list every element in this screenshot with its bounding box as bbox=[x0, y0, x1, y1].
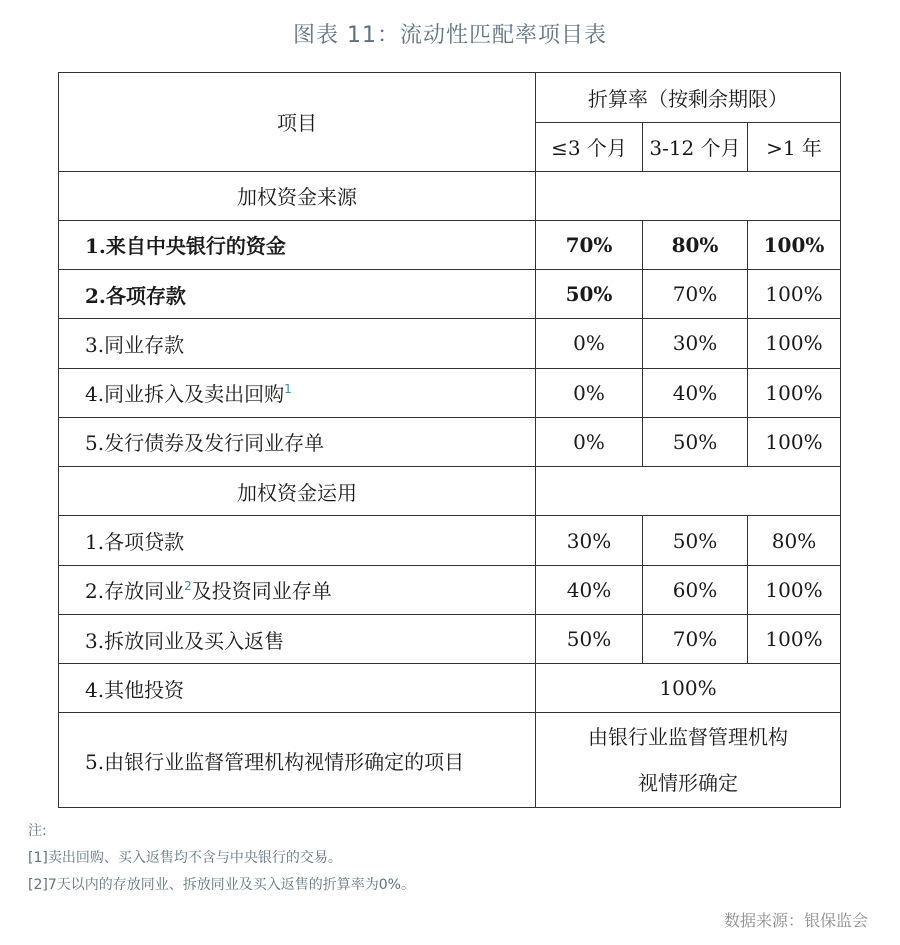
row-label: 5.由银行业监督管理机构视情形确定的项目 bbox=[59, 713, 536, 808]
table-row bbox=[59, 713, 841, 808]
data-source: 数据来源：银保监会 bbox=[723, 911, 868, 930]
row-label: 1.各项贷款 bbox=[59, 516, 536, 565]
rate-cell: 40% bbox=[643, 368, 748, 417]
empty-cell bbox=[536, 171, 841, 220]
rate-cell: 50% bbox=[643, 516, 748, 565]
row-label-cell bbox=[59, 565, 536, 614]
rate-cell: 60% bbox=[643, 565, 748, 614]
rate-cell: 50% bbox=[643, 417, 748, 466]
row-label: 5.发行债券及发行同业存单 bbox=[59, 417, 536, 466]
period-header: ≤3 个月 bbox=[536, 123, 643, 171]
table-row bbox=[59, 664, 841, 713]
rate-text-line: 视情形确定 bbox=[638, 771, 738, 796]
ratio-header: 折算率（按剩余期限） bbox=[536, 73, 841, 123]
rate-cell: 70% bbox=[536, 220, 643, 269]
rate-cell: 30% bbox=[643, 319, 748, 368]
footnote-ref[interactable]: 1 bbox=[284, 382, 292, 397]
notes-heading: 注: bbox=[28, 823, 47, 839]
row-label-part: 2.存放同业 bbox=[85, 579, 185, 604]
item-header: 项目 bbox=[59, 73, 536, 172]
table-row bbox=[59, 270, 841, 319]
rate-cell: 100% bbox=[748, 270, 841, 319]
table-row bbox=[59, 220, 841, 269]
note-2: [2]7天以内的存放同业、拆放同业及买入返售的折算率为0%。 bbox=[28, 877, 415, 893]
rate-cell-merged: 100% bbox=[536, 664, 841, 713]
section-row bbox=[59, 467, 841, 516]
row-label: 2.各项存款 bbox=[59, 270, 536, 319]
rate-cell: 80% bbox=[643, 220, 748, 269]
row-label: 4.同业拆入及卖出回购 bbox=[85, 382, 285, 407]
row-label-part: 及投资同业存单 bbox=[191, 579, 332, 604]
table-row bbox=[59, 368, 841, 417]
period-header: >1 年 bbox=[748, 123, 841, 171]
rate-cell: 0% bbox=[536, 368, 643, 417]
rate-cell: 0% bbox=[536, 319, 643, 368]
row-label-cell bbox=[59, 368, 536, 417]
rate-cell: 100% bbox=[748, 220, 841, 269]
rate-cell: 100% bbox=[748, 614, 841, 663]
rate-cell: 100% bbox=[748, 417, 841, 466]
section-label-uses: 加权资金运用 bbox=[59, 467, 536, 516]
rate-cell: 70% bbox=[643, 270, 748, 319]
header-row bbox=[59, 73, 841, 123]
row-label: 4.其他投资 bbox=[59, 664, 536, 713]
rate-cell: 100% bbox=[748, 368, 841, 417]
note-1: [1]卖出回购、买入返售均不含与中央银行的交易。 bbox=[28, 850, 342, 866]
rate-cell-merged bbox=[536, 713, 841, 808]
table-row bbox=[59, 516, 841, 565]
empty-cell bbox=[536, 467, 841, 516]
rate-cell: 50% bbox=[536, 614, 643, 663]
rate-cell: 40% bbox=[536, 565, 643, 614]
rate-cell: 100% bbox=[748, 565, 841, 614]
rate-cell: 0% bbox=[536, 417, 643, 466]
notes bbox=[28, 818, 415, 899]
figure-title: 图表 11：流动性匹配率项目表 bbox=[293, 23, 607, 48]
rate-cell: 30% bbox=[536, 516, 643, 565]
row-label: 3.同业存款 bbox=[59, 319, 536, 368]
table-row bbox=[59, 565, 841, 614]
row-label: 3.拆放同业及买入返售 bbox=[59, 614, 536, 663]
rate-cell: 50% bbox=[536, 270, 643, 319]
section-row bbox=[59, 171, 841, 220]
table-row bbox=[59, 614, 841, 663]
row-label: 1.来自中央银行的资金 bbox=[59, 220, 536, 269]
rate-cell: 100% bbox=[748, 319, 841, 368]
period-header: 3-12 个月 bbox=[643, 123, 748, 171]
table-row bbox=[59, 319, 841, 368]
liquidity-ratio-table bbox=[58, 72, 841, 808]
table-row bbox=[59, 417, 841, 466]
section-label-sources: 加权资金来源 bbox=[59, 171, 536, 220]
rate-cell: 70% bbox=[643, 614, 748, 663]
footnote-ref[interactable]: 2 bbox=[184, 579, 192, 594]
rate-cell: 80% bbox=[748, 516, 841, 565]
rate-text-line: 由银行业监督管理机构 bbox=[588, 725, 788, 750]
